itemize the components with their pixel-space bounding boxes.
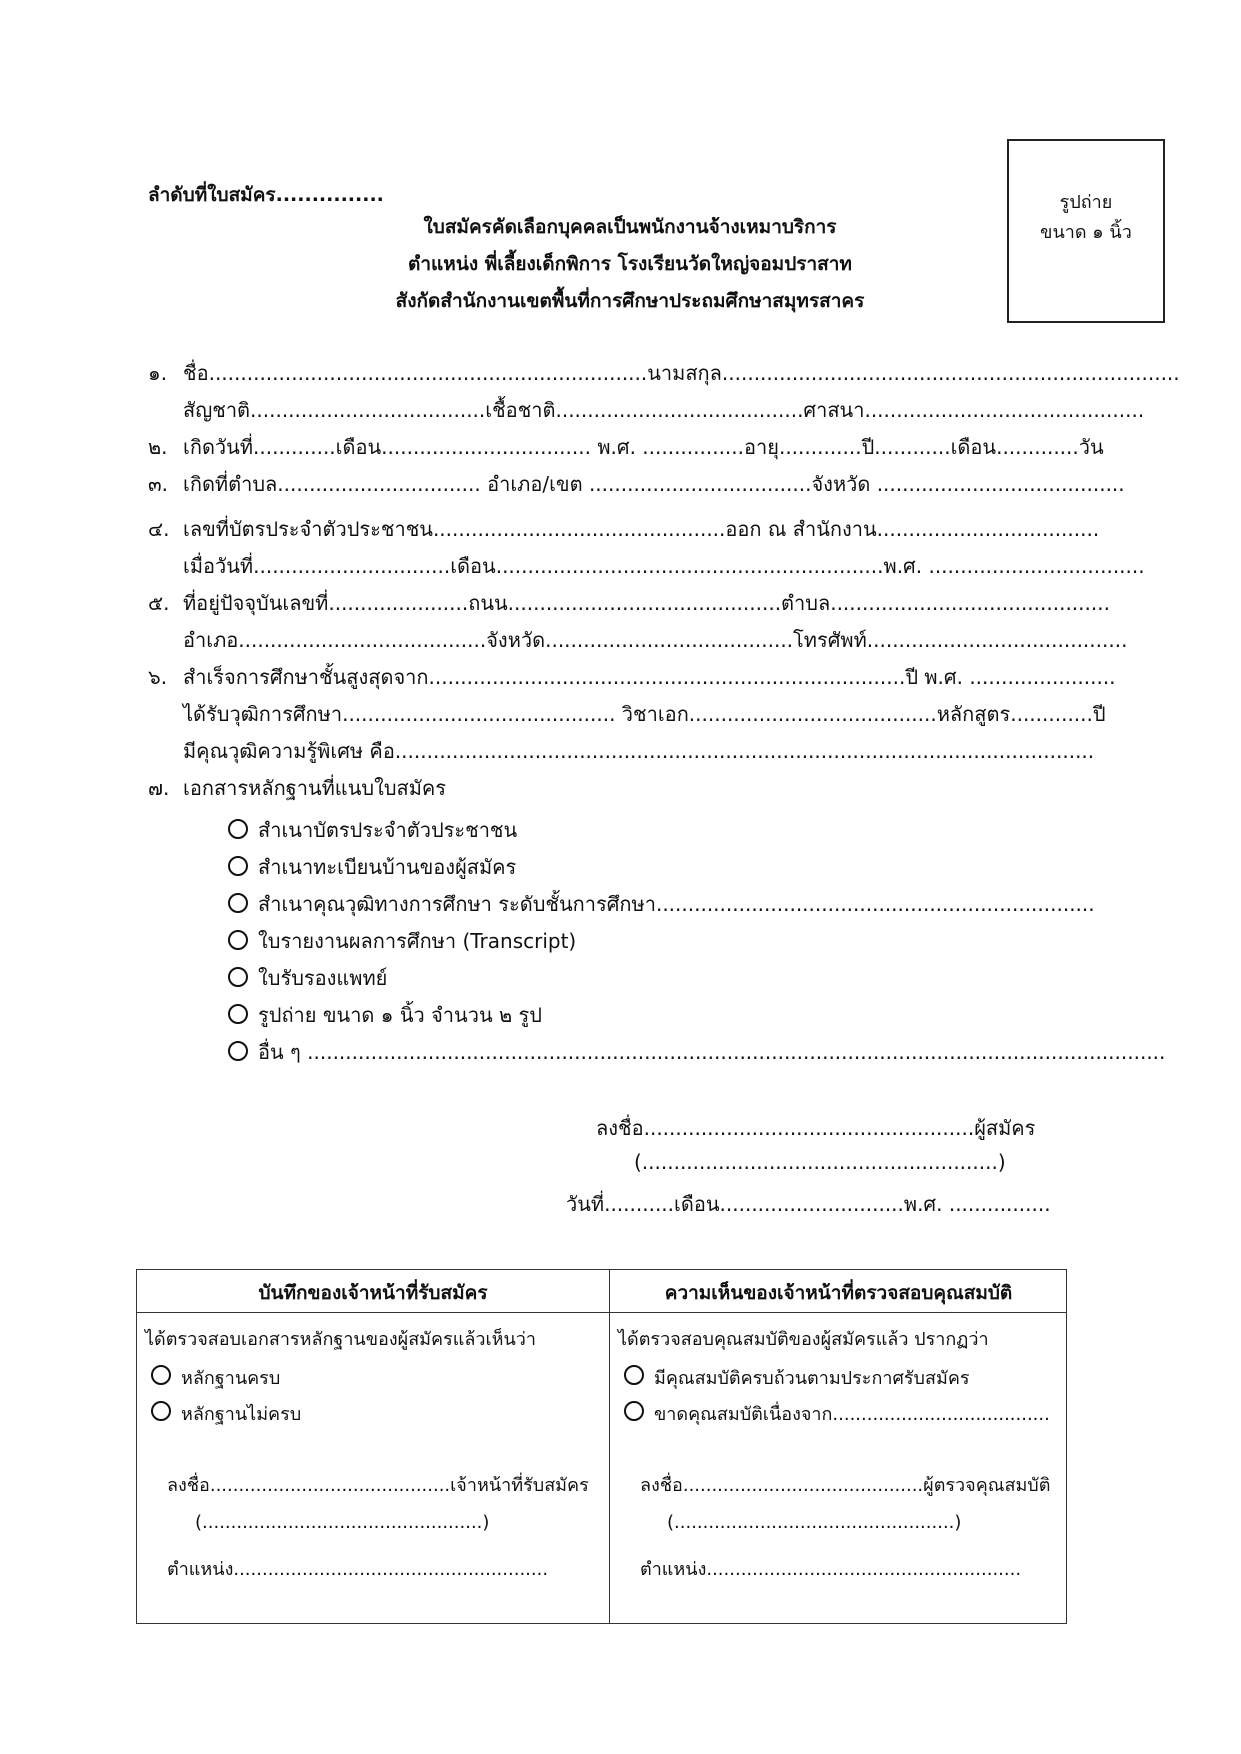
form-line-text: เอกสารหลักฐานที่แนบใบสมัคร — [183, 776, 447, 800]
left-option-label: หลักฐานไม่ครบ — [181, 1404, 302, 1425]
form-line-text: เลขที่บัตรประจำตัวประชาชน..............................................ออก ณ สำนักงาน................................... — [183, 517, 1100, 541]
document-label: อื่น ๆ ....................................................................................................................................... — [258, 1040, 1166, 1064]
checkbox-circle[interactable] — [228, 856, 248, 876]
document-label: สำเนาบัตรประจำตัวประชาชน — [258, 818, 518, 842]
form-line-text: อำเภอ.......................................จังหวัด.......................................โทรศัพท์......................................... — [183, 628, 1128, 652]
form-line-text: เกิดที่ตำบล................................ อำเภอ/เขต ...................................จังหวัด ....................................... — [183, 472, 1125, 496]
document-label: รูปถ่าย ขนาด ๑ นิ้ว จำนวน ๒ รูป — [258, 1003, 542, 1027]
form-line-text: ที่อยู่ปัจจุบันเลขที่......................ถนน...........................................ตำบล............................................ — [183, 591, 1110, 615]
document-label: ใบรายงานผลการศึกษา (Transcript) — [258, 929, 577, 953]
left-column-header: บันทึกของเจ้าหน้าที่รับสมัคร — [258, 1282, 488, 1304]
receiving-officer-position: ตำแหน่ง....................................................... — [167, 1559, 549, 1580]
application-number: ลำดับที่ใบสมัคร............... — [148, 184, 384, 206]
officer-records-table — [136, 1269, 1067, 1624]
checkbox-circle[interactable] — [228, 893, 248, 913]
photo-box-label-2: ขนาด ๑ นิ้ว — [1040, 222, 1132, 243]
document-label: สำเนาทะเบียนบ้านของผู้สมัคร — [258, 855, 517, 879]
item-number: ๖. — [148, 665, 168, 689]
checkbox-circle[interactable] — [228, 967, 248, 987]
checkbox-circle[interactable] — [624, 1365, 644, 1385]
right-option-label: มีคุณสมบัติครบถ้วนตามประกาศรับสมัคร — [654, 1368, 970, 1389]
item-number: ๓. — [148, 472, 169, 496]
form-line-text: มีคุณวุฒิความรู้พิเศษ คือ.............................................................................................................. — [183, 739, 1095, 763]
qualification-officer-position: ตำแหน่ง....................................................... — [640, 1559, 1022, 1580]
applicant-signature-line: ลงชื่อ....................................................ผู้สมัคร — [596, 1116, 1036, 1140]
item-number: ๑. — [148, 361, 168, 385]
right-column-header: ความเห็นของเจ้าหน้าที่ตรวจสอบคุณสมบัติ — [664, 1282, 1013, 1304]
qualification-officer-signature: ลงชื่อ..........................................ผู้ตรวจคุณสมบัติ — [640, 1475, 1051, 1496]
table-column-divider — [609, 1270, 610, 1623]
form-line-text: สัญชาติ.....................................เชื้อชาติ.......................................ศาสนา............................................ — [183, 398, 1145, 422]
qualification-officer-name: (.................................................) — [667, 1512, 962, 1533]
receiving-officer-name: (.................................................) — [195, 1512, 490, 1533]
form-title-line-3: สังกัดสำนักงานเขตพื้นที่การศึกษาประถมศึกษาสมุทรสาคร — [395, 290, 865, 312]
checkbox-circle[interactable] — [624, 1401, 644, 1421]
checkbox-circle[interactable] — [228, 930, 248, 950]
document-label: ใบรับรองแพทย์ — [258, 966, 388, 990]
receiving-officer-signature: ลงชื่อ..........................................เจ้าหน้าที่รับสมัคร — [167, 1475, 589, 1496]
form-line-text: เมื่อวันที่...............................เดือน.............................................................พ.ศ. .................................. — [183, 554, 1145, 578]
checkbox-circle[interactable] — [228, 1004, 248, 1024]
form-title-line-1: ใบสมัครคัดเลือกบุคคลเป็นพนักงานจ้างเหมาบริการ — [423, 216, 837, 238]
checkbox-circle[interactable] — [228, 819, 248, 839]
applicant-date-line: วันที่...........เดือน.............................พ.ศ. ................ — [566, 1192, 1051, 1216]
checkbox-circle[interactable] — [228, 1041, 248, 1061]
form-line-text: เกิดวันที่.............เดือน................................. พ.ศ. ................อายุ.............ปี............เดือน.............วัน — [183, 435, 1104, 459]
checkbox-circle[interactable] — [151, 1401, 171, 1421]
form-line-text: ได้รับวุฒิการศึกษา........................................... วิชาเอก.......................................หลักสูตร.............ปี — [183, 702, 1106, 726]
applicant-name-line: (........................................................) — [634, 1150, 1006, 1174]
form-title-line-2: ตำแหน่ง พี่เลี้ยงเด็กพิการ โรงเรียนวัดใหญ่จอมปราสาท — [408, 253, 852, 275]
left-intro-text: ได้ตรวจสอบเอกสารหลักฐานของผู้สมัครแล้วเห็นว่า — [145, 1329, 537, 1350]
checkbox-circle[interactable] — [151, 1365, 171, 1385]
item-number: ๒. — [148, 435, 168, 459]
right-intro-text: ได้ตรวจสอบคุณสมบัติของผู้สมัครแล้ว ปรากฏว่า — [618, 1329, 989, 1350]
item-number: ๕. — [148, 591, 170, 615]
item-number: ๗. — [148, 776, 170, 800]
photo-box — [1007, 139, 1165, 323]
form-line-text: สำเร็จการศึกษาชั้นสูงสุดจาก...........................................................................ปี พ.ศ. ....................... — [183, 665, 1116, 689]
left-option-label: หลักฐานครบ — [181, 1368, 281, 1389]
document-label: สำเนาคุณวุฒิทางการศึกษา ระดับชั้นการศึกษา..................................................................... — [258, 892, 1095, 916]
item-number: ๔. — [148, 517, 170, 541]
right-option-label: ขาดคุณสมบัติเนื่องจาก...................................... — [654, 1404, 1050, 1425]
table-header-divider — [137, 1312, 1066, 1313]
photo-box-label-1: รูปถ่าย — [1059, 192, 1113, 213]
form-line-text: ชื่อ.....................................................................นามสกุล........................................................................ — [183, 361, 1180, 385]
